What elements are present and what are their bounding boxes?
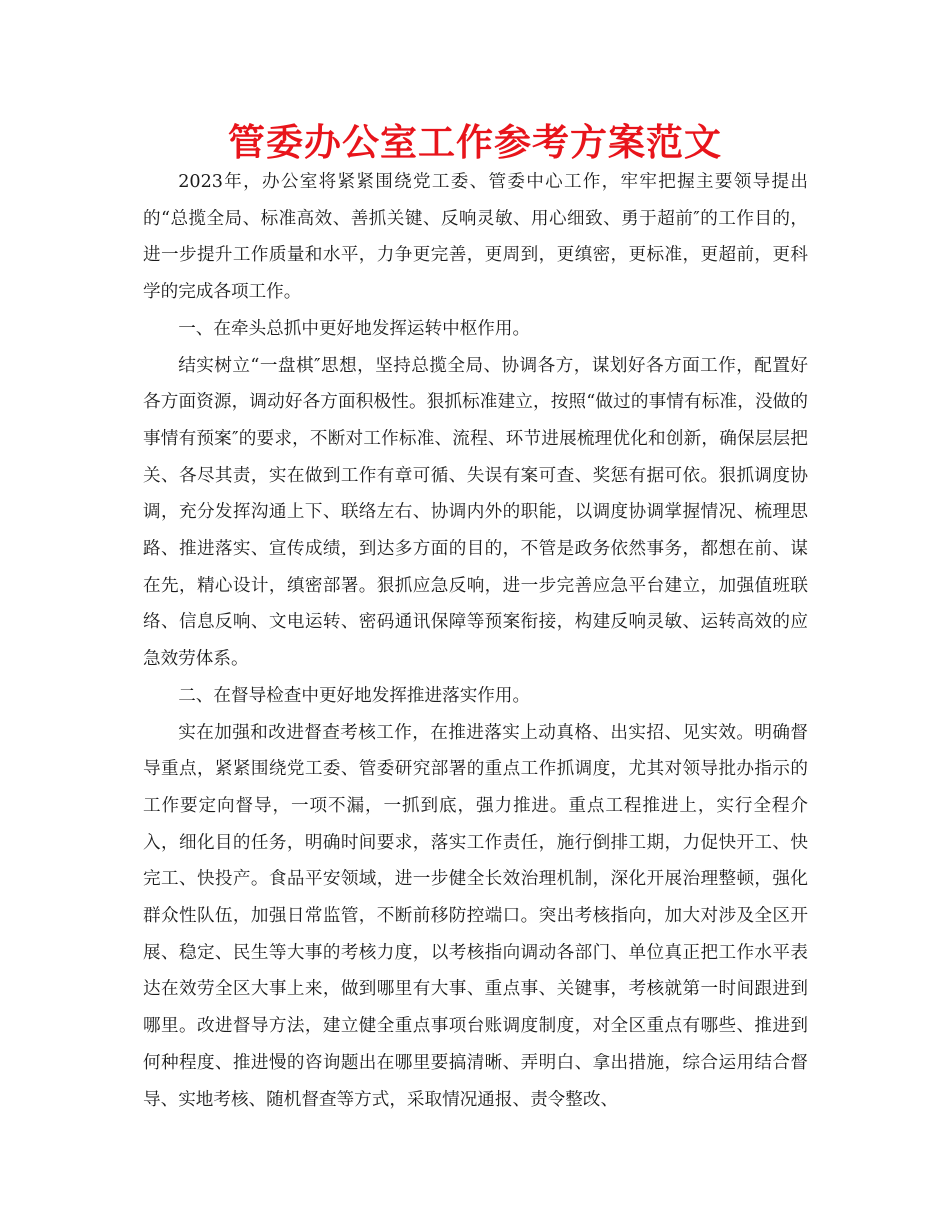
section-1-paragraph: 结实树立“一盘棋″思想，坚持总揽全局、协调各方，谋划好各方面工作，配置好各方面资源，调动好各方面积极性。狠抓标准建立，按照“做过的事情有标准，没做的事情有预案″的要求，不断对工作标准、流程、环节进展梳理优化和创新，确保层层把关、各尽其责，实在做到工作有章可循、失误有案可查、奖惩有据可依。狠抓调度协调，充分发挥沟通上下、联络左右、协调内外的职能，以调度协调掌握情况、梳理思路、推进落实、宣传成绩，到达多方面的目的，不管是政务依然事务，都想在前、谋在先，精心设计，缜密部署。狠抓应急反响，进一步完善应急平台建立，加强值班联络、信息反响、文电运转、密码通讯保障等预案衔接，构建反响灵敏、运转高效的应急效劳体系。 [143, 355, 808, 670]
section-2-paragraph: 实在加强和改进督查考核工作，在推进落实上动真格、出实招、见实效。明确督导重点，紧紧围绕党工委、管委研究部署的重点工作抓调度，尤其对领导批办指示的工作要定向督导，一项不漏，一抓到底，强力推进。重点工程推进上，实行全程介入，细化目的任务，明确时间要求，落实工作责任，施行倒排工期，力促快开工、快完工、快投产。食品平安领域，进一步健全长效治理机制，深化开展治理整顿，强化群众性队伍，加强日常监管，不断前移防控端口。突出考核指向，加大对涉及全区开展、稳定、民生等大事的考核力度，以考核指向调动各部门、单位真正把工作水平表达在效劳全区大事上来，做到哪里有大事、重点事、关键事，考核就第一时间跟进到哪里。改进督导方法，建立健全重点事项台账调度制度，对全区重点有哪些、推进到何种程度、推进慢的咨询题出在哪里要搞清晰、弄明白、拿出措施，综合运用结合督导、实地考核、随机督查等方式，采取情况通报、责令整改、 [143, 722, 808, 1110]
document-body [143, 164, 808, 1118]
section-heading-1: 一、在牵头总抓中更好地发挥运转中枢作用。 [178, 318, 531, 339]
intro-paragraph: 2023年，办公室将紧紧围绕党工委、管委中心工作，牢牢把握主要领导提出的“总揽全局、标准高效、善抓关键、反响灵敏、用心细致、勇于超前″的工作目的，进一步提升工作质量和水平，力争更完善，更周到，更缜密，更标准，更超前，更科学的完成各项工作。 [143, 172, 808, 303]
section-heading-2: 二、在督导检查中更好地发挥推进落实作用。 [178, 685, 531, 706]
document-title: 管委办公室工作参考方案范文 [228, 121, 722, 164]
